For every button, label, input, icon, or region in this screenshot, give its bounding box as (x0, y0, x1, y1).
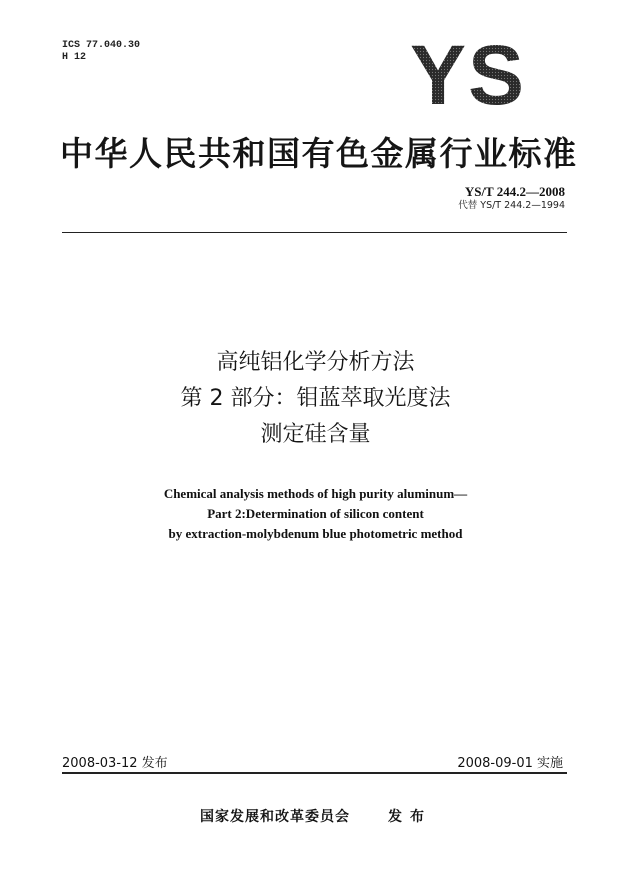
english-title (0, 484, 631, 544)
header-divider (62, 232, 567, 233)
issue-label: 发布 (388, 809, 432, 825)
ics-code: ICS 77.040.30 (62, 40, 141, 51)
classification-codes (62, 40, 140, 64)
footer-divider (62, 772, 567, 774)
chinese-title-line-3: 测定硅含量 (260, 422, 371, 447)
english-title-line-1: Chemical analysis methods of high purity aluminum— (163, 486, 468, 501)
issuing-authority: 国家发展和改革委员会 (200, 809, 350, 825)
english-title-line-3: by extraction-molybdenum blue photometric method (168, 526, 463, 541)
chinese-title-line-1: 高纯铝化学分析方法 (216, 350, 415, 375)
effective-date: 2008-09-01 实施 (457, 756, 563, 771)
chinese-title (0, 345, 631, 453)
standard-number: YS/T 244.2—2008 (464, 184, 565, 199)
ys-logo-text: YS (409, 38, 527, 110)
ccs-code: H 12 (62, 52, 87, 63)
chinese-title-line-2: 第 2 部分：钼蓝萃取光度法 (180, 386, 451, 411)
standard-org-title: 中华人民共和国有色金属行业标准 (60, 134, 578, 173)
replaces-standard: 代替 YS/T 244.2—1994 (458, 200, 565, 211)
english-title-line-2: Part 2:Determination of silicon content (207, 506, 424, 521)
ys-logo (398, 38, 538, 110)
issue-date: 2008-03-12 发布 (62, 756, 168, 771)
